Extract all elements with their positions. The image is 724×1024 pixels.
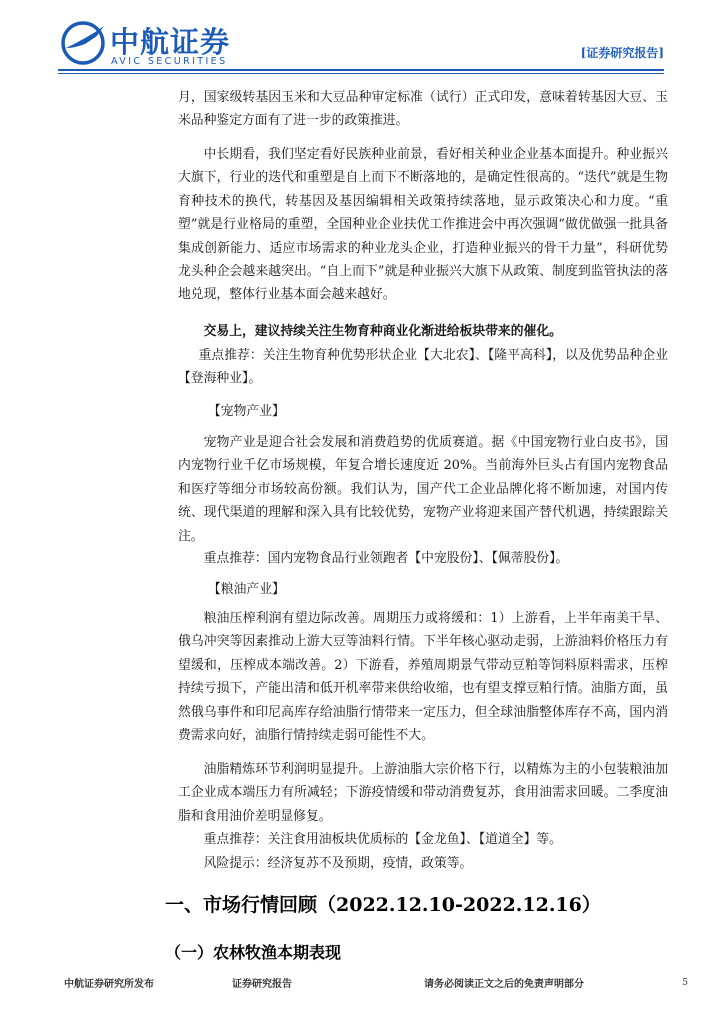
- section-heading-market-review: 一、市场行情回顾（2022.12.10-2022.12.16）: [165, 894, 601, 916]
- page-header: [0, 0, 724, 78]
- paragraph-pet-picks: 重点推荐：国内宠物食品行业领跑者【中宠股份】、【佩蒂股份】。: [203, 551, 569, 566]
- header-rule: [58, 69, 664, 71]
- subsection-heading-sector-performance: （一）农林牧渔本期表现: [165, 943, 342, 962]
- paragraph-oil-picks: 重点推荐：关注食用油板块优质标的【金龙鱼】、【道道全】等。: [203, 832, 562, 847]
- paragraph-pet-industry: 宠物产业是迎合社会发展和消费趋势的优质赛道。据《中国宠物行业白皮书》，国内宠物行业千亿市场规模，年复合增长速度近 20%。当前海外巨头占有国内宠物食品和医疗等细分市场较高份额。我们认为，国产代工企业品牌化将不断加速，对国内传统、现代渠道的理解和深入具有比较优势，宠物产业将迎来国产替代机遇，持续跟踪关注。: [178, 435, 668, 544]
- header-rule-thin: [58, 73, 664, 74]
- footer-disclaimer: 请务必阅读正文之后的免责声明部分: [424, 979, 584, 990]
- paragraph-oil-crushing: 粮油压榨利润有望边际改善。周期压力或将缓和：1）上游看，上半年南美干旱、俄乌冲突等因素推动上游大豆等油料行情。下半年核心驱动走弱，上游油料价格压力有望缓和，压榨成本端改善。2）下游看，养殖周期景气带动豆粕等饲料原料需求，压榨持续亏损下，产能出清和低开机率带来供给收缩，也有望支撑豆粕行情。油脂方面，虽然俄乌事件和印尼高库存给油脂行情带来一定压力，但全球油脂整体库存不高，国内消费需求向好，油脂行情持续走弱可能性不大。: [178, 611, 668, 744]
- section-label-grain-oil: 【粮油产业】: [208, 582, 285, 597]
- page-number: 5: [682, 978, 688, 988]
- brand-name-en: AVIC SECURITIES: [111, 56, 228, 67]
- section-label-pet: 【宠物产业】: [208, 404, 285, 419]
- report-type-tag: [证券研究报告]: [580, 46, 664, 60]
- avic-logo-icon: [60, 20, 106, 66]
- brand-name-cn: 中航证券: [110, 25, 231, 59]
- trading-view-text: 交易上，建议持续关注生物育种商业化渐进给板块带来的催化。: [203, 324, 562, 339]
- footer-doc-type: 证券研究报告: [232, 979, 292, 990]
- paragraph-seed-outlook: 中长期看，我们坚定看好民族种业前景，看好相关种业企业基本面提升。种业振兴大旗下，行业的迭代和重塑是自上而下不断落地的，是确定性很高的。“迭代”就是生物育种技术的换代，转基因及基因编辑相关政策持续落地，显示政策决心和力度。“重塑”就是行业格局的重塑，全国种业企业扶优工作推进会中再次强调“做优做强一批具备集成创新能力、适应市场需求的种业龙头企业，打造种业振兴的骨干力量”，科研优势龙头种企会越来越突出。“自上而下”就是种业振兴大旗下从政策、制度到监管执法的落地兑现，整体行业基本面会越来越好。: [178, 147, 668, 303]
- paragraph-risk-warning: 风险提示：经济复苏不及预期，疫情，政策等。: [203, 856, 473, 871]
- paragraph-oil-refining: 油脂精炼环节利润明显提升。上游油脂大宗价格下行，以精炼为主的小包装粮油加工企业成本端压力有所减轻；下游疫情缓和带动消费复苏，食用油需求回暖。二季度油脂和食用油价差明显修复。: [178, 762, 668, 824]
- paragraph-seed-picks: 重点推荐：关注生物育种优势形状企业【大北农】、【隆平高科】，以及优势品种企业【登海种业】。: [178, 348, 668, 387]
- paragraph-gmo-policy: 月，国家级转基因玉米和大豆品种审定标准（试行）正式印发，意味着转基因大豆、玉米品种鉴定方面有了进一步的政策推进。: [178, 90, 668, 129]
- footer-publisher: 中航证券研究所发布: [64, 979, 154, 990]
- paragraph-trading-view: [178, 320, 668, 343]
